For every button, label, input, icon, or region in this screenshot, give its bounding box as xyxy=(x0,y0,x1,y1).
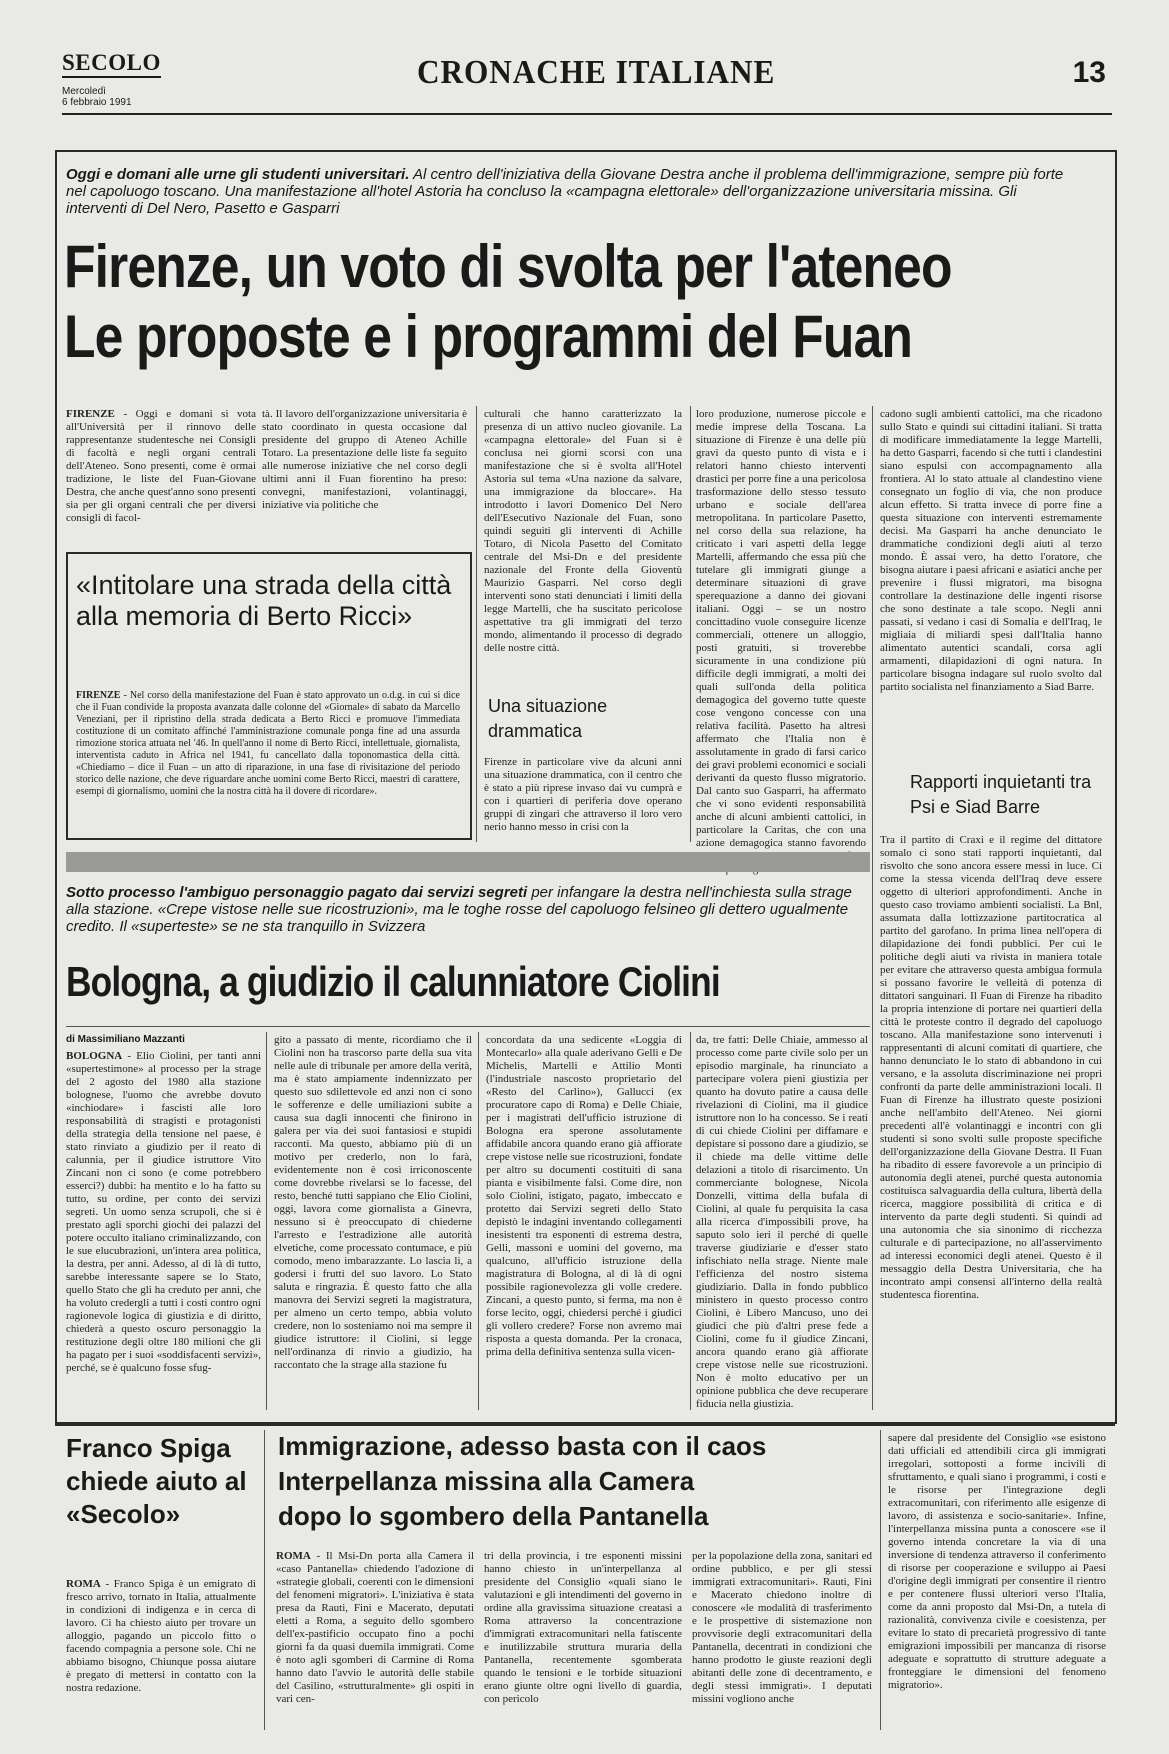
immigrazione-headline-line2: Interpellanza missina alla Camera xyxy=(278,1466,695,1496)
column-rule xyxy=(476,406,477,842)
spiga-dateline: ROMA xyxy=(66,1578,101,1590)
spiga-body: - Franco Spiga è un emigrato di fresco arrivo, tornato in Italia, attualmente in condizioni di indigenza e in cerca di lavoro. Ci ha chiesto aiuto per trovare un alloggio, pagando un piccolo fitto o facendo compagnia a persone sole. Chi ne abbiamo bisogno, Chiunque possa aiutare è pregato di mettersi in contatto con la nostra redazione. xyxy=(66,1578,256,1694)
immigrazione-column-1 xyxy=(276,1550,474,1728)
story1-column-4: loro produzione, numerose piccole e medie imprese della Toscana. La situazione di Firenze è una delle più gravi da questo punto di vista e i relatori hanno chiesto interventi drastici per porre fine a una pericolosa trasformazione dello stesso tessuto urbano e sociale dell'area metropolitana. In particolare Pasetto, nel corso della sua relazione, ha criticato i vari aspetti della legge Martelli, affermando che essa più che tutelare gli immigrati giunge a determinare situazioni di grave sperequazione a danno dei giovani italiani. Oggi – se un nostro concittadino vuole conseguire licenze commerciali, ottenere un alloggio, posti gratuiti, si troverebbe sicuramente in una condizione più difficile degli immigrati, a molti dei quali sull'onda della politica demagogica del governo tutte queste cose vengono concesse con una relativa facilità. Pasetto ha altresì affermato che l'Italia non è assolutamente in grado di farsi carico dei gravi problemi economici e sociali derivanti da questo flusso migratorio. Dal canto suo Gasparri, ha affermato che vi sono evidenti responsabilità anche di alcuni ambienti cattolici, in particolare la Caritas, che con una azione demagogica stanno favorendo xyxy=(696,408,866,849)
berto-ricci-headline: «Intitolare una strada della città alla memoria di Berto Ricci» xyxy=(76,570,452,631)
column-rule xyxy=(872,406,873,1410)
immigrazione-column-4: sapere dal presidente del Consiglio «se esistono dati ufficiali ed attendibili circa gli immigrati irregolari, sottoposti a forme incivili di sfruttamento, e quali siano i programmi, i costi e le risorse per l'integrazione degli extracomunitari, con riferimento alle esigenze di lavoro, di assistenza e socio-sanitarie». Infine, l'interpellanza missina punta a conoscere «se il governo intenda concretare la via di una inversione di tendenza attraverso il conferimento di risorse per cooperazione e sviluppo ai Paesi d'origine degli immigrati per consentire il rientro e per contenere flussi ulteriori verso l'Italia, come da anni proposto dal Msi-Dn, a tutela di razionalità, convivenza civile e coesistenza, per evitare lo stato di precarietà progressivo di tante emigrazioni impossibili per mancanza di risorse adeguate e soprattutto di strutture adeguate a fronteggiare le dimensioni del fenomeno migratorio». xyxy=(888,1432,1106,1691)
column-rule xyxy=(478,1032,479,1410)
masthead-rule xyxy=(62,113,1112,115)
story1-column-2: tà. Il lavoro dell'organizzazione universitaria è stato coordinato in questa occasione dal presidente del gruppo di Ateneo Achille Totaro. La presentazione delle liste fa seguito alle numerose iniziative che nel corso degli ultimi anni il Fuan fiorentino ha preso: convegni, manifestazioni, volantinaggi, iniziative via politiche che xyxy=(262,408,467,511)
story2-byline: di Massimiliano Mazzanti xyxy=(66,1034,185,1045)
story1-subhead-psi: Rapporti inquietanti tra Psi e Siad Barre xyxy=(910,772,1092,817)
story2-deck-text: per infangare la destra nell'inchiesta sulla strage alla stazione. «Crepe vistose nelle sue ricostruzioni», ma le toghe rosse del capoluogo felsineo gli dettero ugualmente credito. Il «superteste» se ne sta tranquillo in Svizzera xyxy=(66,884,852,935)
story2-deck xyxy=(66,884,866,935)
story2-column-1 xyxy=(66,1050,261,1410)
issue-date xyxy=(62,86,132,108)
issue-date-value: 6 febbraio 1991 xyxy=(62,97,132,108)
story1-subhead-drammatica: Una situazione drammatica xyxy=(488,696,608,741)
immigrazione-headline-line3: dopo lo sgombero della Pantanella xyxy=(278,1501,709,1531)
story1-column-1 xyxy=(66,408,256,540)
story2-column-1-text: - Elio Ciolini, per tanti anni «supertestimone» al processo per la strage del 2 agosto del 1980 alla stazione bolognese, l'uomo che avrebbe dovuto «inchiodare» i fascisti alle loro responsabilità di stragisti e protagonisti della strategia della tensione nel paese, è stato rinviato a giudizio per il reato di calunnia, per il giudice istruttore Vito Zincani non ci sono (e come potrebbero esserci?) dubbi: ha mentito e lo ha fatto su tutto, su ordine, per conto dei servizi segreti. Un uomo senza scrupoli, che si è prestato agli sporchi giochi dei palazzi del potere occulto italiano criminalizzando, con le sue elucubrazioni, un'intera area politica, la destra, per anni. Adesso, al di là di tutto, sarebbe interessante sapere se lo Stato, quello Stato che gli ha creduto per anni, che ha voluto credergli a tutti i costi contro ogni ragionevole logica di giustizia e di diritto, chiederà a questo oscuro personaggio la restituzione degli oltre 180 milioni che gli ha pagato per i suoi «soddisfacenti servizi», perché, se è qualcuno fosse sfug- xyxy=(66,1050,261,1374)
section-title: CRONACHE ITALIANE xyxy=(417,54,776,91)
berto-ricci-text xyxy=(76,690,460,826)
section-divider-bar xyxy=(66,852,870,872)
story1-dateline: FIRENZE xyxy=(66,408,115,420)
story2-column-3: concordata da una sedicente «Loggia di Montecarlo» alla quale aderivano Gelli e De Michelis, Martelli e Attilio Monti (l'industriale nascosto proprietario del «Resto del Carlino»), Gallucci (ex procuratore capo di Roma) e Delle Chiaie, per i magistrati dell'ufficio istruzione di Bologna era sperone assolutamente affidabile ancora quando erano già affiorate crepe vistose nelle sue ricostruzioni, fondate per altro su documenti costituiti di sana pianta e visibilmente falsi. Come dire, non solo Ciolini, istigato, pagato, imbeccato e protetto dai Servizi segreti dello Stato depistò le indagini inventando collegamenti inesistenti tra esponenti di estrema destra, Gelli, massoni e uomini del governo, ma qualcuno, all'ufficio istruzione della magistratura di Bologna, al di là di ogni possibile ragionevolezza gli volle credere. Zincani, a questo punto, si ferma, ma non è forse lecito, oggi, chiedersi perché i giudici gli vollero credere? Forse non avremo mai risposta a questa domanda. Per la cronaca, prima della definitiva sentenza sulla vicen- xyxy=(486,1034,682,1358)
newspaper-logo: SECOLO xyxy=(62,50,161,78)
story2-rule xyxy=(66,1026,870,1027)
spiga-headline: Franco Spiga chiede aiuto al «Secolo» xyxy=(66,1433,247,1529)
column-rule xyxy=(264,1430,265,1730)
story1-headline-line1: Firenze, un voto di svolta per l'ateneo xyxy=(64,233,952,300)
story2-headline: Bologna, a giudizio il calunniatore Ciolini xyxy=(66,958,720,1005)
column-rule xyxy=(880,1430,881,1730)
issue-day: Mercoledì xyxy=(62,86,106,97)
story1-column-3: culturali che hanno caratterizzato la presenza di un attivo nucleo giovanile. La «campagna elettorale» del Fuan si è conclusa nei giorni scorsi con una manifestazione che si è svolta all'Hotel Astoria sul tema «Una nazione da salvare, una immigrazione da bloccare». Ha introdotto i lavori Domenico Del Nero dell'Esecutivo Nazionale del Fuan, sono quindi seguiti gli interventi di Achille Totaro, di Nicola Pasetto del Comitato centrale del Msi-Dn e del presidente nazionale del Fronte della Gioventù Maurizio Gasparri. Nel corso degli interventi sono stati denunciati i limiti della legge Martelli, che ha suscitato pericolose aspettative tra gli immigrati del terzo mondo, alimentando il processo di degrado delle nostre città. xyxy=(484,408,682,654)
story2-dateline: BOLOGNA xyxy=(66,1050,123,1062)
immigrazione-column-3: per la popolazione della zona, sanitari ed ordine pubblico, e per gli stessi immigrati extracomunitari». Rauti, Fini e Macerato chiedono inoltre di conoscere «le modalità di trasferimento e le prospettive di sistemazione non provvisorie degli extracomunitari della Pantanella, decentrati in condizioni che hanno prodotto le giuste reazioni degli abitanti delle zone di decentramento, e degli stessi immigrati». I deputati missini vogliono anche xyxy=(692,1550,872,1705)
immigrazione-dateline: ROMA xyxy=(276,1550,311,1562)
immigrazione-column-1-text: - Il Msi-Dn porta alla Camera il «caso Pantanella» chiedendo l'adozione di «strategie globali, coerenti con le dimensioni del fenomeni migratori». L'iniziativa è stata presa da Rauti, Fini e Macerato, deputati eletti a Roma, a seguito dello sgombero dell'ex-pastificio occupato fino a pochi giorni fa da quasi duemila immigrati. Come è noto agli sgomberi di Carmine di Roma hanno dato l'avvio le autorità delle stabile del Casilino, «strutturalmente» gli ospiti in vari cen- xyxy=(276,1550,474,1705)
immigrazione-headline-line1: Immigrazione, adesso basta con il caos xyxy=(278,1431,767,1461)
story1-deck xyxy=(66,166,1066,217)
spiga-text xyxy=(66,1578,256,1728)
berto-ricci-body: - Nel corso della manifestazione del Fuan è stato approvato un o.d.g. in cui si dice che il Fuan condivide la proposta avanzata dalle colonne del «Giornale» di sabato da Marcello Veneziani, per il ripristino della strada dedicata a Berto Ricci e promuove l'immediata costituzione di un comitato affinché l'amministrazione comunale ponga fine ad una assurda rimozione storica attuata nel '46. In quell'anno il nome di Berto Ricci, intellettuale, giornalista, interventista caduto in Africa nel 1941, fu cancellato dalla toponomastica della città. «Chiediamo – dice il Fuan – un atto di riparazione, in una fase di rivisitazione del periodo storico delle nazione, che deve riguardare anche uomini come Berto Ricci, maestri di carattere, esempi di giornalismo, uomini che la nostra città ha il dovere di ricordare». xyxy=(76,690,460,797)
page-number: 13 xyxy=(1072,56,1106,89)
berto-ricci-dateline: FIRENZE xyxy=(76,690,121,701)
story1-deck-lead: Oggi e domani alle urne gli studenti universitari. xyxy=(66,166,410,183)
story1-headline-line2: Le proposte e i programmi del Fuan xyxy=(64,303,913,370)
column-rule xyxy=(690,1032,691,1410)
masthead xyxy=(62,50,1112,112)
story1-column-1-text: - Oggi e domani si vota all'Università per il rinnovo delle rappresentanze studentesche nei Consigli di facoltà e negli organi centrali dell'Ateneo. Sono presenti, come è ormai tradizione, le liste del Fuan-Giovane Destra, che anche quest'anno sono presenti sia per gli organi centrali che per diversi consigli di facol- xyxy=(66,408,256,524)
story2-column-2: gito a passato di mente, ricordiamo che il Ciolini non ha trascorso parte della sua vita nelle aule di tribunale per amore della verità, ma è stato ampiamente indennizzato per questo suo sdilettevole ed anzi non ci sono le sofferenze e delle umiliazioni subite a causa sua dagli innocenti che finirono in galera per via dei suoi fantasiosi e stupidi racconti. Ma questo, abbiamo più di un motivo per crederlo, non lo farà, evidentemente non è così irriconoscente come dovrebbe rivelarsi se lo facesse, del resto, benché tutti sappiano che Elio Ciolini, oggi, lavora come giornalista a Ginevra, nessuno si è preoccupato di chiederne l'arresto e l'estradizione alle autorità elvetiche, come processato contumace, e più comodo, meno imbarazzante. Lo lascia lì, a godersi i frutti del suo lavoro. Lo Stato saluta e ringrazia. È questo fatto che alla manovra dei Servizi segreti la magistratura, per almeno un certo tempo, abbia voluto credere, non lo sosteniamo noi ma sempre il giudice istruttore: il Ciolini, si legge nell'ordinanza di rinvio a giudizio, ha raccontato che la strage alla stazione fu xyxy=(274,1034,472,1371)
story1-deck-text: Al centro dell'iniziativa della Giovane Destra anche il problema dell'immigrazione, sempre più forte nel capoluogo toscano. Una manifestazione all'hotel Astoria ha concluso la «campagna elettorale» dell'organizzazione universitaria missina. Gli interventi di Del Nero, Pasetto e Gasparri xyxy=(66,166,1064,217)
column-rule xyxy=(266,1032,267,1410)
story2-column-4: da, tre fatti: Delle Chiaie, ammesso al processo come parte civile solo per un episodio marginale, ha rinunciato a partecipare volera pieni giustizia per quanto ha dovuto patire a causa delle rivelazioni di Ciolini, ma il giudice istruttore non lo ha concesso. Se i reati di cui chiede Ciolini per diffamare e depistare si possono dare a giudizio, se il chiede ma delle vittime delle delazioni a titolo di risarcimento. Un commerciante bolognese, Nicola Donzelli, vittima della bufala di Ciolini, al quale fu perquisita la casa alla ricerca d'impossibili prove, ha saputo solo ieri il perché di quelle traverse giudiziarie e d'esser stato infischiato nella strage. Niente male l'efficienza del nostro sistema giudiziario. Dalla in fondo pubblico ministero in questo processo contro Ciolini, è Libero Mancuso, uno dei giudici che più d'altri prese fede a Ciolini, come fu il giudice Zincani, ancora quando erano già affiorate crepe vistose nelle sue ricostruzioni. Non è molto educativo per un opinione pubblica che deve recuperare fiducia nella giustizia. xyxy=(696,1034,868,1410)
story1-column-5: cadono sugli ambienti cattolici, ma che ricadono sullo Stato e quindi sui cittadini italiani. Si tratta di modificare immediatamente la legge Martelli, ha detto Gasparri, facendo sì che tutti i clandestini siano espulsi con accompagnamento alla frontiera. Al lo stato attuale al clandestino viene consegnato un foglio di via, che non produce alcun effetto. Si tratta invece di porre fine a questa situazione con interventi estremamente decisi. Ma Gasparri ha anche denunciato le drammatiche condizioni degli aiuti al terzo mondo. È assai vero, ha detto l'oratore, che bisogna aiutare i paesi africani e asiatici anche per prevenire i flussi migratori, ma bisogna controllare la destinazione delle ingenti risorse che sono destinate a tale scopo. Negli anni passati, si vedano i casi di Somalia e dell'Iraq, le migliaia di miliardi spesi dall'Italia hanno alimentato autentici scandali, corsa agli armamenti, dilapidazioni di ogni natura. In particolare bisogna indagare sul ruolo svolto dal partito socialista nel finanziamento a Siad Barre. xyxy=(880,408,1102,693)
column-rule xyxy=(690,406,691,842)
story1-column-5b: Tra il partito di Craxi e il regime del dittatore somalo ci sono stati rapporti inquietanti, dal risvolto che sono ancora essere messi in luce. Ci come la stessa vicenda dell'Iraq deve essere oggetto di ulteriori approfondimenti. Anche in questo caso troviamo ambienti socialisti. La Bnl, assumata dalla lottizzazione partitocratica al partito del garofano. In prima linea nell'opera di dilapidazione dei fondi pubblici. Per cui le politiche degli aiuti va rivista in maniera totale per evitare che attraverso questa ambigua formula si possano favorire le velleità di potenza di dittatori sanguinari. Il Fuan di Firenze ha ribadito la propria intenzione di portare nei quartieri della città le proteste contro il degrado del capoluogo toscano. Alla manifestazione sono intervenuti i rappresentanti di alcuni comitati di quartiere, che hanno denunciato le lo stato di abbandono in cui versano, e la assoluta discriminazione nei propri confronti da parte delle amministrazioni locali. Il Fuan di Firenze ha illustrato queste posizioni anche nell'ambito dell'Ateneo. Nei giorni precedenti all'è volantinaggi e incontri con gli studenti si sono svolti sulle proposte specifiche dell'organizzazione della Giovane Destra. Il Fuan ha ribadito di essere favorevole a un principio di autonomia degli atenei, purché questa autonomia costituisca salvaguardia della cultura, libertà della ricerca, maggiore possibilità di critica e di intervento da parte degli studenti. Si quindi ad una autonomia che sia sinonimo di ricchezza culturale e di partecipazione, no all'asservimento ad interessi economici degli atenei. Questo è il messaggio della Destra Universitaria, che ha incontrato ampi consensi all'interno della realtà studentesca fiorentina. xyxy=(880,834,1102,1301)
story1-column-3b: Firenze in particolare vive da alcuni anni una situazione drammatica, con il centro che è stato a più riprese invaso dai vu cumprà e con i quartieri di periferia dove operano gruppi di zingari che attraverso il loro vero nerio hanno messo in crisi con la xyxy=(484,756,682,833)
immigrazione-column-2: tri della provincia, i tre esponenti missini hanno chiesto in un'interpellanza al presidente del Consiglio «quali siano le valutazioni e gli intendimenti del governo in ordine alla gravissima situazione creatasi a Roma attraverso la concentrazione d'immigrati extracomunitari nella fatiscente e inutilizzabile struttura muraria della Pantanella, recentemente sgomberata quando le tensioni e le torbide situazioni erano giunte oltre ogni livello di guardia, con pericolo xyxy=(484,1550,682,1705)
story2-deck-lead: Sotto processo l'ambiguo personaggio pagato dai servizi segreti xyxy=(66,884,528,901)
bottom-section-rule xyxy=(55,1424,1115,1426)
